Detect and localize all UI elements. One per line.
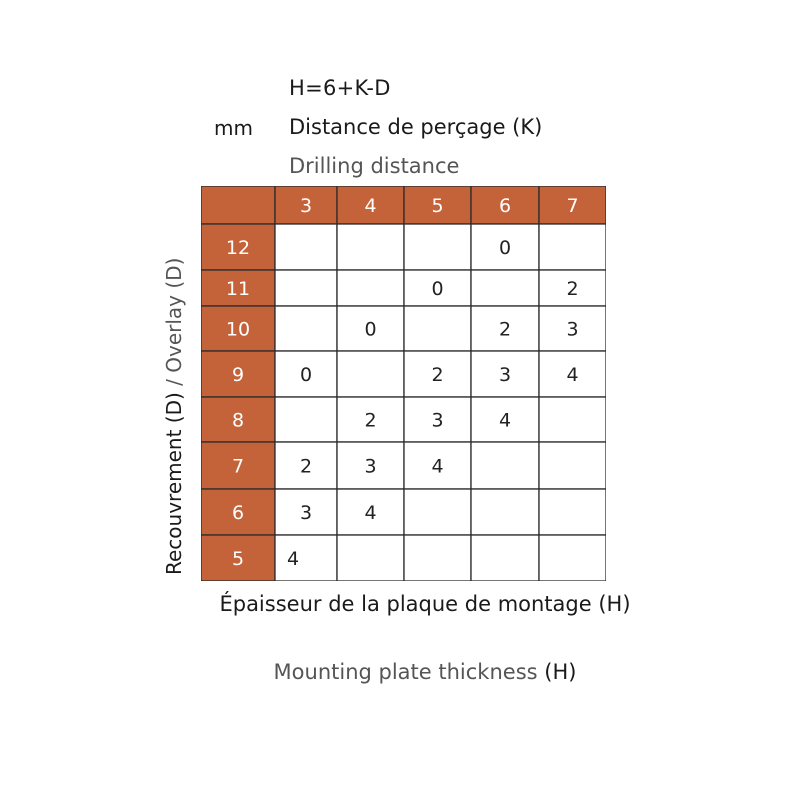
table-cell [404, 489, 471, 535]
column-header-label: 3 [299, 195, 313, 217]
table-cell-value: 0 [299, 364, 313, 386]
table-cell-value: 4 [498, 409, 512, 432]
table-cell [471, 270, 539, 306]
row-header-label: 9 [231, 364, 245, 386]
table-cell [539, 489, 606, 535]
table-cell [471, 442, 539, 489]
table-cell [275, 306, 337, 351]
row-axis-label [160, 258, 188, 575]
formula: H=6+K-D [289, 76, 391, 100]
row-header-label: 10 [225, 318, 251, 341]
table-cell [275, 224, 337, 270]
row-header-label: 7 [231, 455, 245, 478]
table-cell [275, 270, 337, 306]
table-cell-value: 4 [566, 364, 579, 386]
column-header-label: 6 [498, 195, 512, 217]
table-cell [337, 224, 404, 270]
row-axis-label-french: Recouvrement (D) [162, 392, 186, 575]
drilling-table [201, 186, 606, 581]
row-header-label: 8 [231, 409, 245, 432]
table-cell-value: 4 [364, 502, 377, 524]
row-header-label: 12 [225, 237, 251, 259]
table-caption-english [200, 660, 650, 684]
header-corner-cell [201, 186, 275, 224]
table-cell [471, 535, 539, 581]
column-header-label: 5 [431, 195, 444, 217]
table-cell-value: 2 [364, 409, 377, 432]
table-cell-value: 4 [287, 548, 300, 570]
column-header-label: 7 [566, 195, 579, 217]
table-cell [404, 535, 471, 581]
table-cell-value: 3 [364, 455, 377, 478]
table-cell [275, 535, 337, 581]
table-cell-value: 2 [431, 364, 444, 386]
row-axis-label-separator: / [162, 372, 186, 393]
row-header-label: 6 [231, 502, 245, 524]
table-cell-value: 3 [566, 318, 579, 341]
table-cell-value: 2 [299, 455, 313, 478]
table-cell-value: 2 [566, 278, 579, 300]
table-cell-value: 2 [498, 318, 512, 341]
table-cell-value: 0 [364, 318, 377, 341]
table-cell [275, 397, 337, 442]
table-cell [539, 397, 606, 442]
row-header-label: 11 [225, 278, 251, 300]
table-caption-english-text: Mounting plate thickness [273, 660, 538, 684]
column-title-english: Drilling distance [289, 154, 460, 178]
table-cell-value: 3 [431, 409, 444, 432]
table-cell [404, 306, 471, 351]
table-caption-english-symbol: (H) [537, 660, 577, 684]
table-cell [337, 535, 404, 581]
table-cell-value: 3 [498, 364, 512, 386]
drilling-table-svg [201, 186, 606, 581]
column-header-label: 4 [364, 195, 377, 217]
table-cell [539, 535, 606, 581]
table-cell [539, 224, 606, 270]
table-caption-french: Épaisseur de la plaque de montage (H) [219, 592, 631, 616]
table-cell [404, 224, 471, 270]
unit-label: mm [214, 116, 253, 140]
table-cell [471, 489, 539, 535]
table-cell [337, 270, 404, 306]
table-cell-value: 0 [431, 278, 444, 300]
table-cell-value: 3 [299, 502, 313, 524]
table-cell-value: 4 [431, 455, 444, 478]
table-cell [539, 442, 606, 489]
table-cell [337, 351, 404, 397]
row-header-label: 5 [231, 548, 245, 570]
column-title-french: Distance de perçage (K) [289, 115, 543, 139]
table-cell-value: 0 [498, 237, 512, 259]
row-axis-label-english: Overlay (D) [162, 257, 186, 373]
